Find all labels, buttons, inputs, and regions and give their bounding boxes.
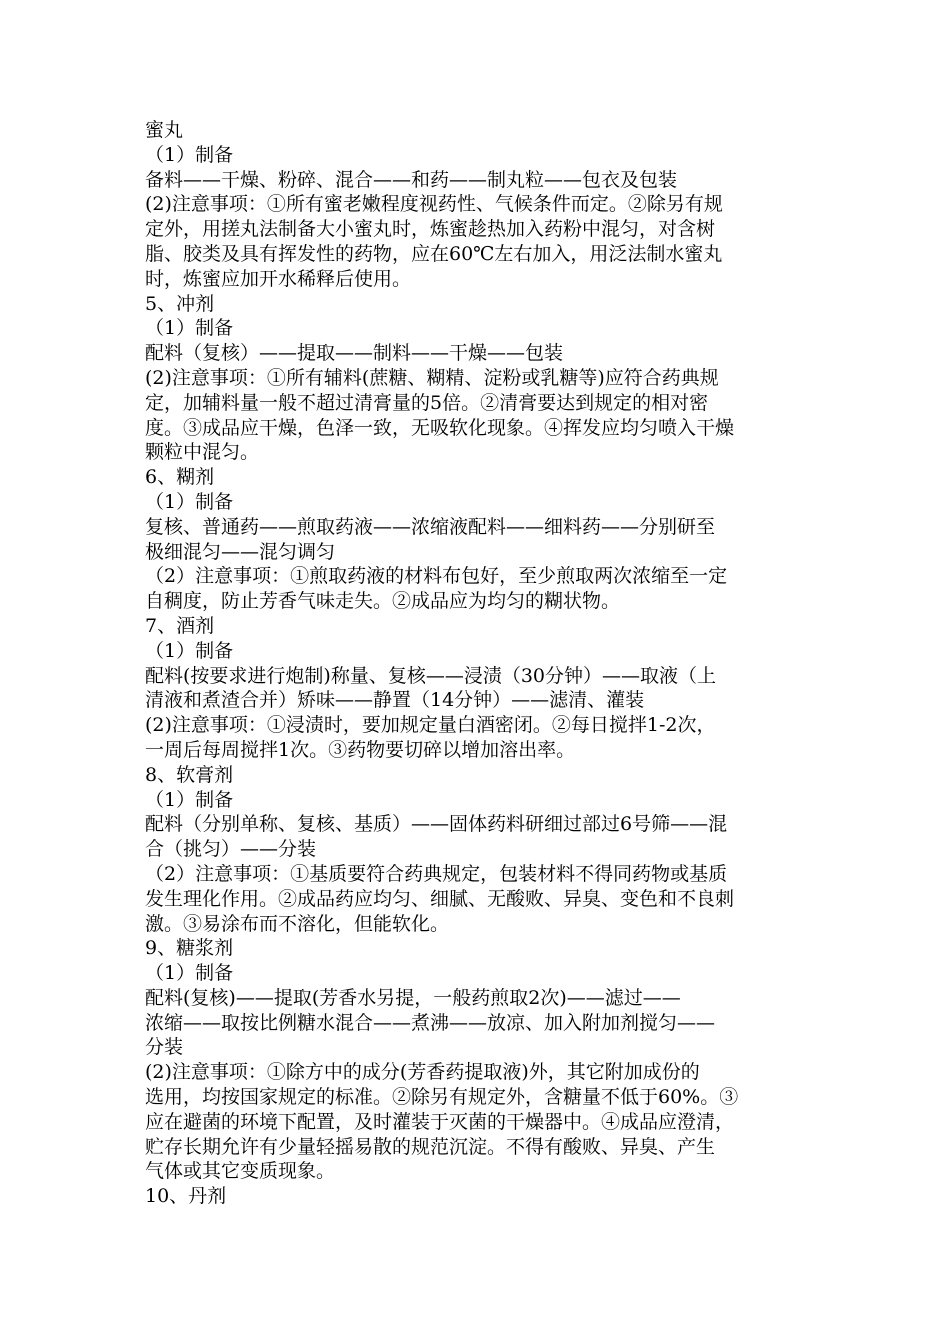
text-line: 分装 (145, 1036, 184, 1059)
text-line: 清液和煮渣合并）矫味——静置（14分钟）——滤清、灌装 (145, 689, 645, 712)
text-line: 定，加辅料量一般不超过清膏量的5倍。②清膏要达到规定的相对密 (145, 391, 709, 414)
text-line: 发生理化作用。②成品药应均匀、细腻、无酸败、异臭、变色和不良刺 (145, 887, 735, 910)
text-line: （1）制备 (145, 639, 234, 662)
text-line: 定外，用搓丸法制备大小蜜丸时，炼蜜趁热加入药粉中混匀，对含树 (145, 218, 716, 241)
text-line: 度。③成品应干燥，色泽一致，无吸软化现象。④挥发应均匀喷入干燥 (145, 416, 735, 439)
text-line: 蜜丸 (145, 119, 184, 141)
text-line: （1）制备 (145, 490, 234, 513)
text-line: 备料——干燥、粉碎、混合——和药——制丸粒——包衣及包装 (145, 168, 678, 191)
text-line: (2)注意事项：①所有辅料(蔗糖、糊精、淀粉或乳糖等)应符合药典规 (145, 366, 719, 389)
text-line: 应在避菌的环境下配置，及时灌装于灭菌的干燥器中。④成品应澄清， (145, 1110, 735, 1133)
text-line: (2)注意事项：①除方中的成分(芳香药提取液)外，其它附加成份的 (145, 1061, 700, 1084)
text-line: (2)注意事项：①所有蜜老嫩程度视药性、气候条件而定。②除另有规 (145, 193, 723, 216)
text-line: 时，炼蜜应加开水稀释后使用。 (145, 267, 412, 290)
document-body (145, 118, 813, 1209)
text-line: （1）制备 (145, 317, 234, 340)
text-line: 配料（复核）——提取——制料——干燥——包装 (145, 342, 564, 365)
text-line: 极细混匀——混匀调匀 (145, 540, 336, 563)
text-line: （2）注意事项：①煎取药液的材料布包好，至少煎取两次浓缩至一定 (145, 565, 728, 588)
text-line: (2)注意事项：①浸渍时，要加规定量白酒密闭。②每日搅拌1-2次， (145, 714, 716, 737)
text-line: 6、糊剂 (145, 466, 215, 489)
text-line: 浓缩——取按比例糖水混合——煮沸——放凉、加入附加剂搅匀—— (145, 1011, 716, 1034)
text-line: 9、糖浆剂 (145, 937, 234, 960)
text-line: 合（挑匀）——分装 (145, 838, 317, 861)
text-line: 配料(按要求进行炮制)称量、复核——浸渍（30分钟）——取液（上 (145, 664, 717, 687)
text-line: 10、丹剂 (145, 1185, 227, 1208)
text-line: （1）制备 (145, 143, 234, 166)
text-line: 贮存长期允许有少量轻摇易散的规范沉淀。不得有酸败、异臭、产生 (145, 1135, 716, 1158)
text-line: 自稠度，防止芳香气味走失。②成品应为均匀的糊状物。 (145, 590, 621, 613)
text-line: （1）制备 (145, 962, 234, 985)
text-line: 选用，均按国家规定的标准。②除另有规定外，含糖量不低于60%。③ (145, 1086, 739, 1109)
text-line: 复核、普通药——煎取药液——浓缩液配料——细料药——分别研至 (145, 515, 716, 538)
text-line: （2）注意事项：①基质要符合药典规定，包装材料不得同药物或基质 (145, 862, 728, 885)
text-line: 一周后每周搅拌1次。③药物要切碎以增加溶出率。 (145, 738, 576, 761)
text-line: 配料（分别单称、复核、基质）——固体药料研细过部过6号筛——混 (145, 813, 728, 836)
text-line: 脂、胶类及具有挥发性的药物，应在60℃左右加入，用泛法制水蜜丸 (145, 242, 723, 265)
text-line: 8、软膏剂 (145, 763, 234, 786)
text-line: 气体或其它变质现象。 (145, 1160, 336, 1183)
text-line: 配料(复核)——提取(芳香水另提，一般药煎取2次)——滤过—— (145, 986, 681, 1009)
text-line: 激。③易涂布而不溶化，但能软化。 (145, 912, 450, 935)
text-line: 颗粒中混匀。 (145, 441, 260, 464)
text-line: 7、酒剂 (145, 614, 215, 637)
text-line: 5、冲剂 (145, 292, 215, 315)
text-line: （1）制备 (145, 788, 234, 811)
